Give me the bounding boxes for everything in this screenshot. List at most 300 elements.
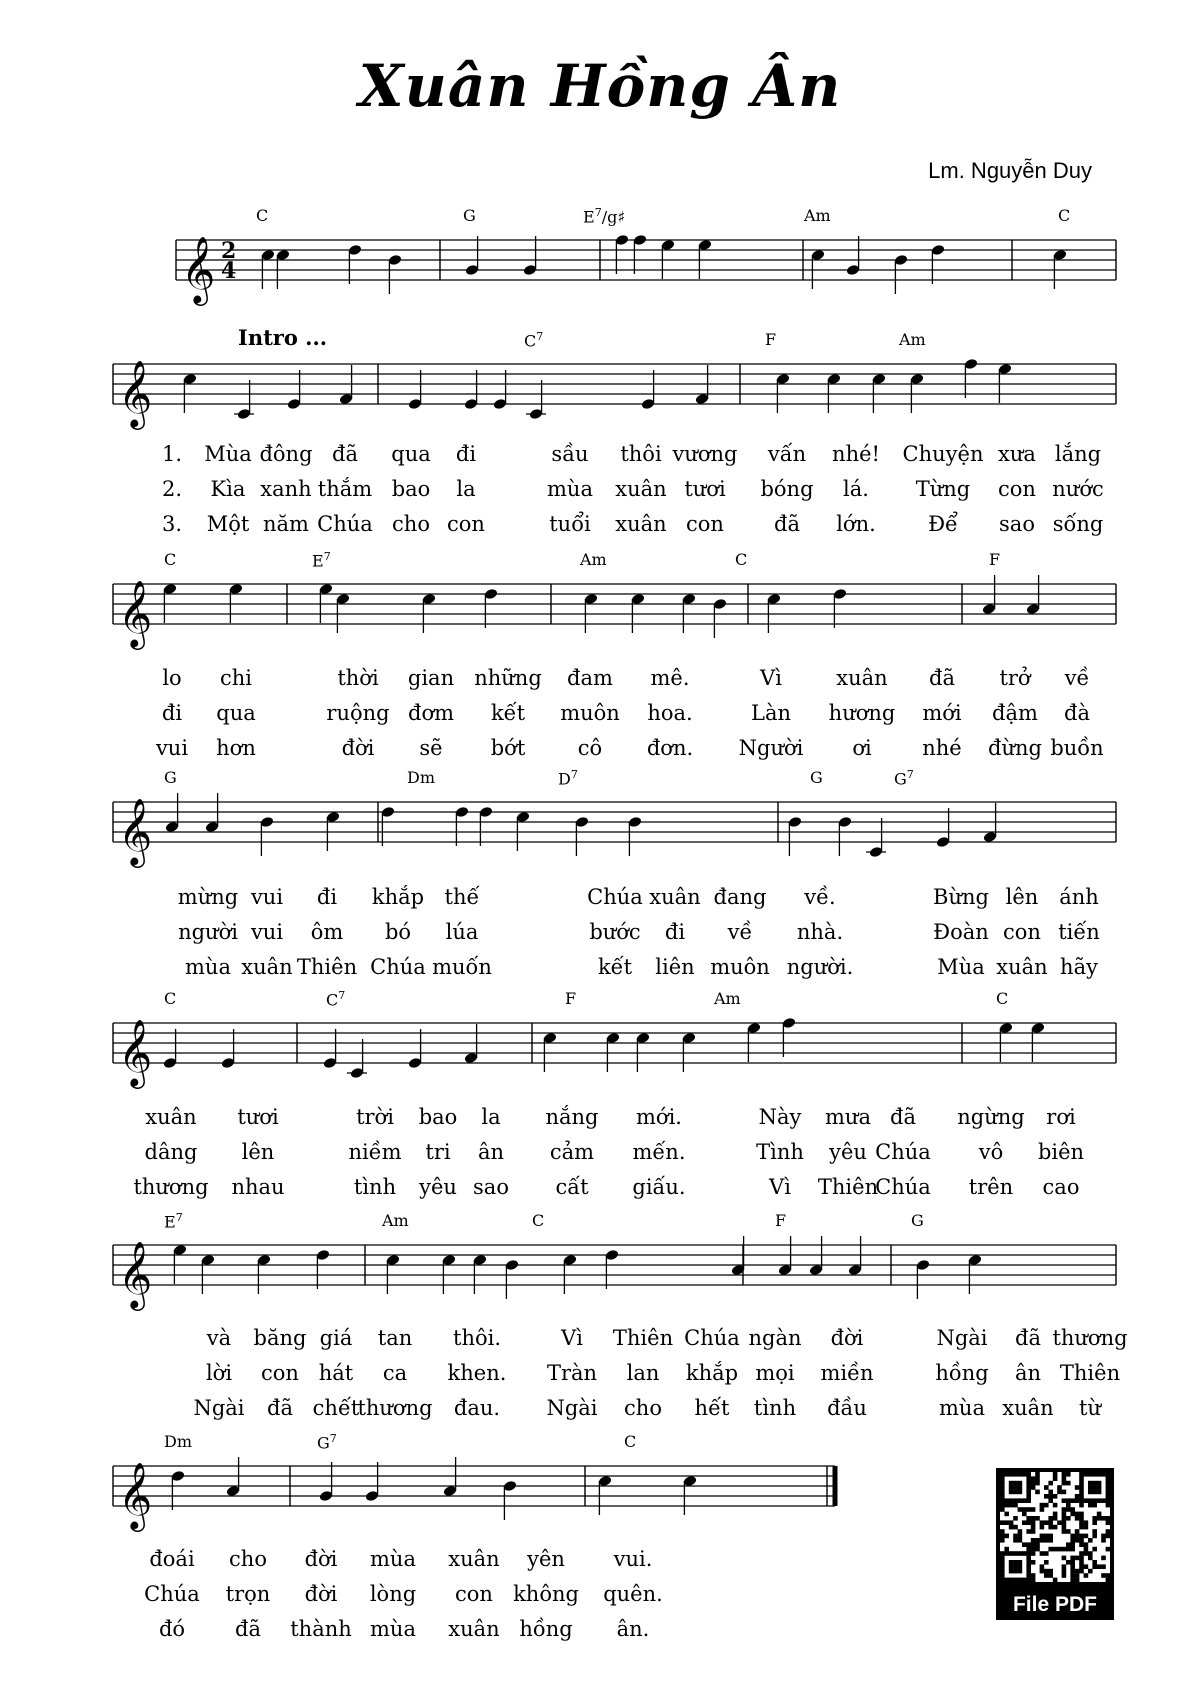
lyric-syllable: bước [589,920,641,944]
qr-module [1057,1485,1062,1490]
qr-module [1070,1507,1075,1512]
lyric-syllable: băng [253,1326,307,1350]
qr-module [1075,1578,1080,1583]
lyric-syllable: về [1064,666,1090,690]
qr-module [1031,1507,1036,1512]
qr-module [1088,1498,1093,1503]
lyric-syllable: yêu [829,1140,867,1164]
qr-module [1026,1476,1031,1481]
chord-symbol [714,989,741,1008]
qr-module [1000,1551,1005,1556]
qr-module [1079,1512,1084,1517]
lyric-syllable: miền [820,1361,874,1385]
qr-module [1075,1569,1080,1574]
lyric-syllable: Ngài [936,1326,988,1350]
lyric-syllable: Thiên [612,1326,674,1350]
qr-module [1018,1534,1023,1539]
lyric-syllable: đừng [988,736,1042,760]
qr-module [1079,1569,1084,1574]
lyric-syllable: vui [250,885,284,909]
chord-name: G [164,768,177,787]
lyric-syllable: bao [418,1105,458,1129]
lyric-syllable: trở [999,666,1031,690]
qr-module [1009,1472,1014,1477]
qr-module [1004,1512,1009,1517]
chord-name: Dm [407,768,435,787]
qr-module [1070,1569,1075,1574]
qr-module [1092,1481,1097,1486]
qr-module [1070,1560,1075,1565]
lyric-syllable: thôi [620,442,662,466]
qr-module [1062,1490,1067,1495]
lyric-syllable: không [513,1582,579,1606]
qr-module [1026,1542,1031,1547]
qr-module [1075,1538,1080,1543]
qr-module [1031,1538,1036,1543]
chord-name: C [256,206,269,225]
qr-module [1070,1538,1075,1543]
lyric-syllable: về. [804,885,836,909]
lyric-syllable: Mùa [204,442,252,466]
chord-symbol [317,1432,337,1452]
lyric-syllable: nhé! [832,442,880,466]
qr-module [1031,1547,1036,1552]
lyric-syllable: hãy [1060,955,1098,979]
chord-name: G [463,206,476,225]
lyric-syllable: và [206,1326,232,1350]
qr-module [1022,1542,1027,1547]
chord-name: Am [714,989,741,1008]
lyric-syllable: cao [1042,1175,1080,1199]
qr-module [1092,1560,1097,1565]
qr-module [1092,1534,1097,1539]
qr-module [1075,1556,1080,1561]
lyric-syllable: tan [377,1326,413,1350]
lyric-syllable: thương [1052,1326,1128,1350]
qr-module [1088,1503,1093,1508]
qr-module [1106,1534,1111,1539]
lyric-syllable: đông [259,442,313,466]
qr-module [1000,1560,1005,1565]
qr-module [1106,1573,1111,1578]
qr-module [1018,1538,1023,1543]
qr-module [1066,1507,1071,1512]
qr-module [1044,1551,1049,1556]
qr-module [1079,1542,1084,1547]
qr-module [1079,1481,1084,1486]
qr-module [1053,1503,1058,1508]
qr-module [1053,1578,1058,1583]
lyric-syllable: đời [830,1326,864,1350]
qr-module [1044,1494,1049,1499]
qr-module [1075,1529,1080,1534]
qr-module [1040,1503,1045,1508]
chord-extension: 7 [570,768,578,781]
lyric-syllable: Chúa [587,885,643,909]
lyric-syllable: ân [477,1140,505,1164]
lyric-verse-3 [0,1175,1200,1201]
lyric-syllable: tuổi [549,512,591,536]
qr-module [1062,1569,1067,1574]
lyric-syllable: cho [624,1396,662,1420]
qr-module [1101,1472,1106,1477]
chord-symbol [996,989,1008,1008]
qr-module [1062,1481,1067,1486]
qr-module [1079,1520,1084,1525]
qr-module [1088,1472,1093,1477]
chord-name: C [164,550,177,569]
lyric-verse-2 [0,477,1200,503]
lyric-syllable: ân. [616,1617,650,1641]
lyric-syllable: 3. [161,512,183,536]
lyric-syllable: Chúa [875,1175,931,1199]
qr-module [1097,1512,1102,1517]
lyric-syllable: muốn [432,955,492,979]
file-pdf-label: File PDF [996,1590,1114,1620]
qr-module [1048,1573,1053,1578]
chord-symbol [565,989,576,1008]
qr-module [1009,1525,1014,1530]
qr-module [1048,1538,1053,1543]
lyric-syllable: muôn [560,701,620,725]
lyric-syllable: tiến [1058,920,1100,944]
qr-module [1101,1498,1106,1503]
qr-module [1062,1476,1067,1481]
qr-module [1000,1569,1005,1574]
lyric-syllable: lớn. [836,512,876,536]
qr-module [1004,1551,1009,1556]
qr-module [1031,1529,1036,1534]
qr-module [1084,1547,1089,1552]
lyric-syllable: thương [357,1396,433,1420]
lyric-syllable: đầu [827,1396,867,1420]
lyric-syllable: mùa [939,1396,985,1420]
qr-module [1084,1520,1089,1525]
qr-module [1066,1516,1071,1521]
qr-module [1079,1534,1084,1539]
qr-module [1000,1556,1005,1561]
lyric-syllable: liên [655,955,695,979]
lyric-verse-1 [0,666,1200,692]
lyric-syllable: thời [337,666,379,690]
qr-module [1000,1472,1005,1477]
qr-module [1031,1573,1036,1578]
qr-module [1057,1547,1062,1552]
qr-module [1013,1578,1018,1583]
lyric-syllable: mưa [825,1105,871,1129]
lyric-syllable: kết [490,701,526,725]
lyric-syllable: xuân [448,1547,500,1571]
lyric-syllable: tình [753,1396,797,1420]
lyric-syllable: Vì [561,1326,583,1350]
chord-name: C [532,1211,545,1230]
qr-module [1079,1476,1084,1481]
lyric-syllable: xưa [998,442,1036,466]
lyric-syllable: muôn [710,955,770,979]
lyric-syllable: lá. [843,477,869,501]
qr-module [1000,1520,1005,1525]
lyric-syllable: ơi [852,736,872,760]
lyric-syllable: ca [382,1361,408,1385]
lyric-syllable: đã [1015,1326,1041,1350]
intro-label: Intro ... [238,325,328,350]
lyric-syllable: Chúa [684,1326,740,1350]
lyric-syllable: hồng [519,1617,573,1641]
lyric-syllable: con [998,477,1036,501]
lyric-syllable: Từng [915,477,971,501]
qr-module [1070,1573,1075,1578]
chord-bass: /g♯ [601,207,626,227]
chord-name: C [1058,206,1071,225]
qr-module [1097,1481,1102,1486]
qr-module [1022,1520,1027,1525]
qr-module [1018,1578,1023,1583]
qr-module [1092,1547,1097,1552]
qr-module [1026,1494,1031,1499]
chord-name: Am [899,330,926,349]
lyric-syllable: đi [161,701,183,725]
chord-symbol [164,550,176,569]
chord-symbol [256,206,268,225]
lyric-syllable: Vì [760,666,782,690]
qr-module [1009,1560,1014,1565]
qr-module [1009,1503,1014,1508]
qr-module [1101,1556,1106,1561]
qr-module [1070,1556,1075,1561]
lyric-syllable: mến. [632,1140,686,1164]
lyric-syllable: nhà. [796,920,844,944]
qr-module [1106,1503,1111,1508]
qr-module [1044,1569,1049,1574]
lyric-syllable: nhé [922,736,962,760]
qr-module [1009,1551,1014,1556]
lyric-syllable: xuân [996,955,1048,979]
qr-module [1053,1547,1058,1552]
lyric-syllable: rơi [1046,1105,1076,1129]
qr-module [1018,1569,1023,1574]
chord-symbol [382,1211,409,1230]
lyric-syllable: Tràn [546,1361,598,1385]
chord-name: G [317,1433,330,1453]
lyric-syllable: yên [527,1547,565,1571]
qr-module [1000,1578,1005,1583]
lyric-syllable: những [474,666,542,690]
qr-module [1048,1516,1053,1521]
lyric-syllable: đi [664,920,686,944]
qr-module [1097,1564,1102,1569]
lyric-syllable: 1. [161,442,183,466]
lyric-syllable: Kìa [210,477,246,501]
lyric-syllable: đơn. [646,736,694,760]
lyric-syllable: qua [216,701,256,725]
qr-module [1026,1481,1031,1486]
lyric-syllable: Tình [756,1140,804,1164]
chord-symbol [532,1211,544,1230]
lyric-syllable: lên [1005,885,1039,909]
qr-module [1092,1520,1097,1525]
qr-module [1035,1538,1040,1543]
qr-module [1062,1556,1067,1561]
qr-module [1009,1485,1014,1490]
qr-module [1000,1507,1005,1512]
qr-module [1092,1472,1097,1477]
lyric-syllable: mê. [650,666,690,690]
qr-module [1013,1569,1018,1574]
qr-module [1092,1485,1097,1490]
chord-name: D [558,769,571,789]
qr-module [1022,1551,1027,1556]
qr-module [1048,1490,1053,1495]
qr-module [1075,1494,1080,1499]
lyric-syllable: Người [738,736,804,760]
staff-system-2 [0,324,1200,444]
lyric-syllable: buồn [1050,736,1104,760]
qr-module [1106,1547,1111,1552]
lyric-syllable: mừng [177,885,239,909]
chord-symbol [765,330,776,349]
lyric-syllable: lo [162,666,182,690]
chord-name: C [326,990,339,1010]
qr-module [1000,1529,1005,1534]
lyric-syllable: gian [407,666,455,690]
qr-module [1022,1472,1027,1477]
qr-module [1004,1498,1009,1503]
lyric-syllable: vui [250,920,284,944]
qr-module [1026,1578,1031,1583]
qr-module [1009,1578,1014,1583]
qr-module [1044,1520,1049,1525]
chord-name: F [565,989,577,1008]
chord-symbol [524,330,543,350]
qr-module [1035,1490,1040,1495]
lyric-syllable: Ngài [193,1396,245,1420]
qr-module [1040,1569,1045,1574]
lyric-syllable: xanh [260,477,312,501]
lyric-syllable: từ [1079,1396,1101,1420]
qr-module [1053,1494,1058,1499]
qr-module [1009,1490,1014,1495]
lyric-syllable: thành [290,1617,352,1641]
lyric-syllable: ngàn [748,1326,802,1350]
qr-module [1088,1538,1093,1543]
qr-module [1013,1551,1018,1556]
treble-clef-icon: 𝄞 [118,797,153,865]
lyric-syllable: xuân [241,955,293,979]
treble-clef-icon: 𝄞 [118,1018,153,1086]
qr-module [1084,1525,1089,1530]
chord-name: C [524,331,537,351]
qr-module [1066,1503,1071,1508]
lyric-syllable: hoa. [647,701,693,725]
lyric-syllable: người [178,920,238,944]
qr-module [1022,1512,1027,1517]
lyric-syllable: vương [672,442,738,466]
chord-name: C [164,989,177,1008]
qr-module [1000,1498,1005,1503]
lyric-syllable: dâng [144,1140,198,1164]
qr-module [1053,1516,1058,1521]
lyric-syllable: lúa [445,920,479,944]
qr-module [1075,1573,1080,1578]
lyric-syllable: mới [922,701,962,725]
qr-module [1088,1481,1093,1486]
qr-module [1031,1516,1036,1521]
qr-module [1106,1476,1111,1481]
qr-module [1062,1516,1067,1521]
lyric-syllable: Chúa [875,1140,931,1164]
lyric-syllable: hát [318,1361,354,1385]
staff-system-4 [0,762,1200,882]
lyric-syllable: tình [353,1175,397,1199]
lyric-syllable: quên. [603,1582,663,1606]
lyric-verse-3 [0,512,1200,538]
lyric-verse-3 [0,1396,1200,1422]
lyric-syllable: hết [694,1396,730,1420]
chord-symbol [164,768,177,787]
qr-module [1031,1560,1036,1565]
lyric-syllable: nắng [545,1105,599,1129]
qr-module [1026,1569,1031,1574]
qr-module [1040,1520,1045,1525]
lyric-syllable: bóng [760,477,814,501]
qr-module [1000,1481,1005,1486]
lyric-syllable: lòng [369,1582,417,1606]
chord-symbol [735,550,747,569]
lyric-syllable: nhau [231,1175,285,1199]
lyric-syllable: đã [774,512,800,536]
qr-module [1075,1498,1080,1503]
qr-module [1062,1498,1067,1503]
qr-module [1018,1490,1023,1495]
qr-module [1084,1472,1089,1477]
qr-module [1026,1556,1031,1561]
qr-module [1009,1498,1014,1503]
lyric-syllable: chi [219,666,253,690]
qr-module [1013,1503,1018,1508]
qr-module [1013,1485,1018,1490]
qr-module [1009,1564,1014,1569]
qr-module [1079,1538,1084,1543]
lyric-syllable: sao [473,1175,509,1199]
chord-symbol [463,206,476,225]
chord-extension: 7 [329,1432,337,1445]
qr-module [1106,1481,1111,1486]
qr-module [1000,1538,1005,1543]
qr-module [1092,1564,1097,1569]
qr-module [1066,1547,1071,1552]
lyric-syllable: con [1003,920,1041,944]
qr-module [1040,1525,1045,1530]
lyric-syllable: Thiên [1059,1361,1121,1385]
qr-module [1035,1481,1040,1486]
qr-module [1031,1481,1036,1486]
treble-clef-icon: 𝄞 [118,579,153,647]
lyric-syllable: chết [312,1396,360,1420]
qr-module [1048,1498,1053,1503]
qr-module [1101,1538,1106,1543]
qr-module [1004,1472,1009,1477]
qr-module [1031,1485,1036,1490]
lyric-syllable: xuân [448,1617,500,1641]
qr-module [1066,1472,1071,1477]
qr-module [1013,1564,1018,1569]
lyric-verse-1 [0,1326,1200,1352]
qr-module [1066,1542,1071,1547]
lyric-syllable: xuân [836,666,888,690]
lyric-syllable: Một [206,512,250,536]
qr-module [1013,1498,1018,1503]
lyric-verse-2 [0,920,1200,946]
